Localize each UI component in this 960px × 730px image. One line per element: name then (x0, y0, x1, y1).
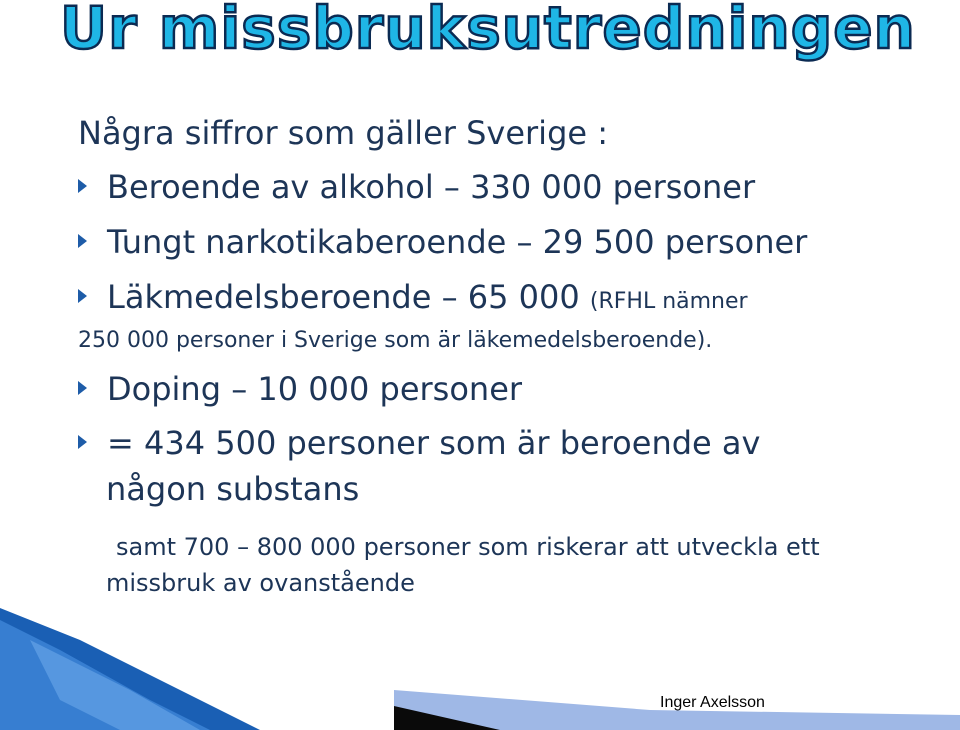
risk-note-line2: missbruk av ovanstående (106, 569, 415, 597)
rfhl-note-continuation: 250 000 personer i Sverige som är läkemedelsberoende). (78, 328, 713, 353)
bullet-text: Tungt narkotikaberoende – 29 500 personer (107, 223, 808, 261)
rfhl-note: (RFHL nämner (589, 289, 748, 314)
triangle-right-icon (78, 289, 87, 303)
triangle-right-icon (78, 234, 87, 248)
slide-title: Ur missbruksutredningen (60, 0, 916, 62)
intro-text: Några siffror som gäller Sverige : (78, 114, 609, 152)
bullet-sum (78, 416, 760, 470)
triangle-right-icon (78, 179, 87, 193)
triangle-right-icon (78, 435, 87, 449)
bullet-doping (78, 362, 522, 416)
author-footer: Inger Axelsson (660, 694, 765, 711)
bullet-sum-continuation: någon substans (106, 470, 360, 508)
triangle-right-icon (78, 381, 87, 395)
bullet-text: Beroende av alkohol – 330 000 personer (107, 168, 756, 206)
bullet-text: = 434 500 personer som är beroende av (107, 424, 761, 462)
bullet-text: Doping – 10 000 personer (107, 370, 523, 408)
bullet-narcotics (78, 215, 807, 269)
bullet-alcohol (78, 160, 755, 214)
risk-note-line1: samt 700 – 800 000 personer som riskerar att utveckla ett (116, 533, 820, 561)
bullet-text: Läkmedelsberoende – 65 000 (107, 278, 580, 316)
bullet-medication (78, 270, 748, 329)
